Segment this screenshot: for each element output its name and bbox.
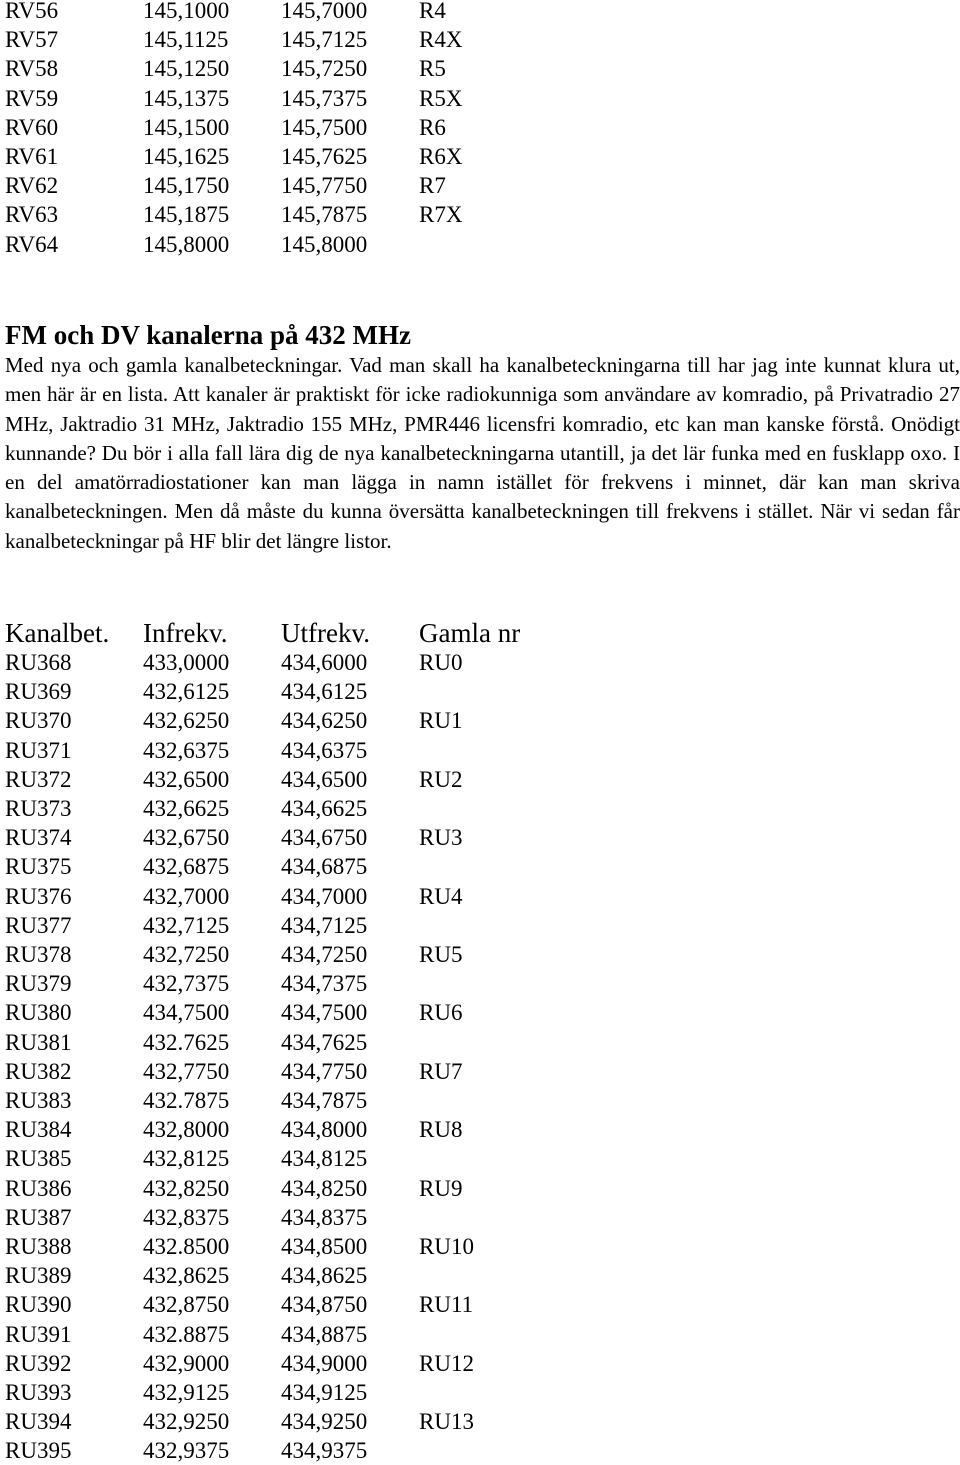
table-row [0, 1144, 960, 1173]
table-row [0, 882, 960, 911]
cell-old-number: RU9 [419, 1175, 463, 1201]
cell-in-freq: 145,1250 [143, 56, 230, 82]
cell-channel: RU387 [5, 1204, 72, 1230]
cell-in-freq: 432,7125 [143, 912, 230, 938]
table-row [0, 1115, 960, 1144]
cell-out-freq: 434,8750 [281, 1292, 368, 1318]
header-utfrekv: Utfrekv. [281, 618, 370, 648]
cell-in-freq: 145,8000 [143, 231, 230, 257]
cell-in-freq: 145,1000 [143, 0, 230, 23]
table-row [0, 1349, 960, 1378]
cell-out-freq: 434,8250 [281, 1175, 368, 1201]
cell-out-freq: 434,6625 [281, 796, 368, 821]
table-header-row [0, 615, 960, 651]
cell-channel: RU386 [5, 1175, 72, 1201]
cell-out-freq: 434,9000 [281, 1350, 368, 1376]
cell-channel: RU392 [5, 1350, 72, 1376]
cell-old-number: RU4 [419, 883, 463, 909]
cell-in-freq: 432,6875 [143, 854, 230, 880]
cell-out-freq: 434,7625 [281, 1029, 368, 1055]
cell-channel: RU388 [5, 1234, 72, 1259]
cell-in-freq: 432,7250 [143, 942, 230, 967]
cell-out-freq: 434,8000 [281, 1117, 368, 1143]
cell-old-number: RU0 [419, 650, 463, 675]
table-row [0, 1057, 960, 1086]
cell-old-number: RU7 [419, 1058, 463, 1084]
cell-out-freq: 434,7375 [281, 971, 368, 997]
cell-out-freq: 145,7000 [281, 0, 368, 23]
cell-in-freq: 432,9375 [143, 1438, 230, 1464]
table-row [0, 113, 960, 142]
cell-in-freq: 145,1875 [143, 202, 230, 228]
cell-channel: RU377 [5, 912, 72, 938]
cell-out-freq: 434,7250 [281, 942, 368, 967]
cell-in-freq: 432,6500 [143, 766, 230, 792]
cell-old-number: RU6 [419, 1000, 463, 1026]
cell-channel: RU393 [5, 1380, 72, 1405]
cell-out-freq: 145,7750 [281, 173, 368, 199]
cell-old-number: RU3 [419, 825, 463, 851]
table-row [0, 706, 960, 735]
cell-in-freq: 432,9000 [143, 1350, 230, 1376]
cell-channel: RU382 [5, 1058, 72, 1084]
cell-out-freq: 434,8375 [281, 1204, 368, 1230]
cell-in-freq: 432,6750 [143, 825, 230, 851]
cell-old-number: R4 [419, 0, 446, 23]
cell-channel: RU371 [5, 737, 72, 763]
cell-in-freq: 432,8625 [143, 1263, 230, 1289]
table-row [0, 200, 960, 229]
cell-out-freq: 145,7625 [281, 144, 368, 169]
cell-channel: RU394 [5, 1409, 72, 1435]
cell-channel: RU391 [5, 1321, 72, 1347]
cell-channel: RV57 [5, 27, 59, 53]
cell-in-freq: 432.7875 [143, 1088, 230, 1113]
table-row [0, 0, 960, 25]
cell-old-number: RU11 [419, 1292, 474, 1318]
cell-out-freq: 434,6000 [281, 650, 368, 675]
cell-channel: RU385 [5, 1146, 72, 1172]
table-row [0, 940, 960, 969]
cell-channel: RU383 [5, 1088, 72, 1113]
cell-in-freq: 432,7375 [143, 971, 230, 997]
header-infrekv: Infrekv. [143, 618, 228, 648]
table-row [0, 677, 960, 706]
table-row [0, 1086, 960, 1115]
cell-out-freq: 434,8125 [281, 1146, 368, 1172]
cell-in-freq: 145,1750 [143, 173, 230, 199]
cell-in-freq: 145,1375 [143, 85, 230, 111]
cell-out-freq: 434,8500 [281, 1234, 368, 1259]
table-row [0, 142, 960, 171]
cell-channel: RU368 [5, 650, 72, 675]
cell-channel: RU380 [5, 1000, 72, 1026]
table-row [0, 911, 960, 940]
cell-in-freq: 432,7000 [143, 883, 230, 909]
section-heading: FM och DV kanalerna på 432 MHz [5, 320, 411, 350]
cell-old-number: R7X [419, 202, 463, 228]
cell-old-number: R4X [419, 27, 463, 53]
cell-channel: RU381 [5, 1029, 72, 1055]
cell-out-freq: 434,6250 [281, 708, 368, 734]
cell-in-freq: 432.8875 [143, 1321, 230, 1347]
cell-out-freq: 434,7750 [281, 1058, 368, 1084]
cell-in-freq: 432,8000 [143, 1117, 230, 1143]
table-row [0, 1407, 960, 1436]
cell-out-freq: 434,6375 [281, 737, 368, 763]
cell-channel: RU374 [5, 825, 72, 851]
cell-old-number: R5 [419, 56, 446, 82]
cell-channel: RV64 [5, 231, 59, 257]
cell-in-freq: 432,8125 [143, 1146, 230, 1172]
cell-in-freq: 432.8500 [143, 1234, 230, 1259]
cell-out-freq: 434,9375 [281, 1438, 368, 1464]
table-row [0, 648, 960, 677]
cell-out-freq: 434,6500 [281, 766, 368, 792]
cell-in-freq: 432,8750 [143, 1292, 230, 1318]
cell-out-freq: 145,7375 [281, 85, 368, 111]
table-row [0, 1203, 960, 1232]
table-row [0, 1378, 960, 1407]
table-row [0, 25, 960, 54]
table-row [0, 998, 960, 1027]
table-row [0, 969, 960, 998]
table-row [0, 1436, 960, 1465]
cell-out-freq: 145,7250 [281, 56, 368, 82]
cell-in-freq: 145,1625 [143, 144, 230, 169]
cell-in-freq: 145,1125 [143, 27, 229, 53]
table-row [0, 852, 960, 881]
cell-old-number: RU13 [419, 1409, 474, 1435]
table-row [0, 1174, 960, 1203]
intro-paragraph: Med nya och gamla kanalbeteckningar. Vad man skall ha kanalbeteckningarna till har jag inte kunnat klura ut, men här är en lista. Att kanaler är praktiskt för icke radiokunniga som användare av komradio, på Privatradio 27 MHz, Jaktradio 31 MHz, Jaktradio 155 MHz, PMR446 licensfri komradio, etc kan man kanske förstå. Onödigt kunnande? Du bör i alla fall lära dig de nya kanalbeteckningarna utantill, ja det lär funka med en fusklapp oxo. I en del amatörradiostationer kan man lägga in namn istället för frekvens i minnet, där kan man skriva kanalbeteckningen. Men då måste du kunna översätta kanalbeteckningen till frekvens i stället. När vi sedan får kanalbeteckningar på HF blir det längre listor. [5, 353, 960, 553]
cell-channel: RV60 [5, 114, 59, 140]
header-gamla-nr: Gamla nr [419, 618, 521, 648]
cell-channel: RU376 [5, 883, 72, 909]
cell-in-freq: 432,8375 [143, 1204, 230, 1230]
cell-channel: RU389 [5, 1263, 72, 1289]
cell-out-freq: 434,8625 [281, 1263, 368, 1289]
cell-out-freq: 434,8875 [281, 1321, 368, 1347]
table-row [0, 823, 960, 852]
cell-channel: RV59 [5, 85, 59, 111]
table-row [0, 1320, 960, 1349]
table-row [0, 765, 960, 794]
cell-out-freq: 434,7000 [281, 883, 368, 909]
cell-old-number: RU1 [419, 708, 463, 734]
cell-out-freq: 434,7125 [281, 912, 368, 938]
cell-channel: RU372 [5, 766, 72, 792]
cell-old-number: R6 [419, 114, 446, 140]
cell-out-freq: 434,9125 [281, 1380, 368, 1405]
cell-in-freq: 432,8250 [143, 1175, 230, 1201]
cell-in-freq: 432,9125 [143, 1380, 230, 1405]
cell-channel: RV58 [5, 56, 59, 82]
cell-out-freq: 145,7875 [281, 202, 368, 228]
cell-out-freq: 145,7125 [281, 27, 368, 53]
cell-channel: RV61 [5, 144, 59, 169]
cell-channel: RV62 [5, 173, 59, 199]
cell-old-number: RU8 [419, 1117, 463, 1143]
cell-old-number: RU5 [419, 942, 463, 967]
cell-channel: RU395 [5, 1438, 72, 1464]
cell-in-freq: 432,7750 [143, 1058, 230, 1084]
cell-old-number: R6X [419, 144, 463, 169]
cell-out-freq: 434,9250 [281, 1409, 368, 1435]
cell-old-number: RU10 [419, 1234, 474, 1259]
header-kanalbet: Kanalbet. [5, 618, 110, 648]
table-row [0, 171, 960, 200]
table-row [0, 54, 960, 83]
table-row [0, 794, 960, 823]
cell-channel: RV56 [5, 0, 59, 23]
table-row [0, 1232, 960, 1261]
cell-channel: RU390 [5, 1292, 72, 1318]
cell-old-number: RU12 [419, 1350, 474, 1376]
cell-in-freq: 432,9250 [143, 1409, 230, 1435]
cell-out-freq: 434,7500 [281, 1000, 368, 1026]
cell-in-freq: 145,1500 [143, 114, 230, 140]
cell-channel: RU373 [5, 796, 72, 821]
cell-in-freq: 432,6625 [143, 796, 230, 821]
cell-channel: RU378 [5, 942, 72, 967]
cell-channel: RU369 [5, 679, 72, 705]
cell-out-freq: 434,6125 [281, 679, 368, 705]
cell-channel: RU379 [5, 971, 72, 997]
table-row [0, 84, 960, 113]
table-row [0, 230, 960, 259]
cell-channel: RU375 [5, 854, 72, 880]
table-row [0, 1261, 960, 1290]
cell-channel: RU384 [5, 1117, 72, 1143]
cell-out-freq: 434,7875 [281, 1088, 368, 1113]
cell-old-number: R7 [419, 173, 446, 199]
cell-in-freq: 432.7625 [143, 1029, 230, 1055]
table-row [0, 736, 960, 765]
cell-in-freq: 432,6375 [143, 737, 230, 763]
cell-in-freq: 433,0000 [143, 650, 230, 675]
cell-in-freq: 434,7500 [143, 1000, 230, 1026]
cell-out-freq: 434,6875 [281, 854, 368, 880]
cell-old-number: R5X [419, 85, 463, 111]
cell-in-freq: 432,6250 [143, 708, 230, 734]
cell-channel: RU370 [5, 708, 72, 734]
cell-in-freq: 432,6125 [143, 679, 230, 705]
cell-old-number: RU2 [419, 766, 463, 792]
table-row [0, 1290, 960, 1319]
cell-out-freq: 145,8000 [281, 231, 368, 257]
cell-out-freq: 434,6750 [281, 825, 368, 851]
cell-out-freq: 145,7500 [281, 114, 368, 140]
cell-channel: RV63 [5, 202, 59, 228]
table-row [0, 1028, 960, 1057]
